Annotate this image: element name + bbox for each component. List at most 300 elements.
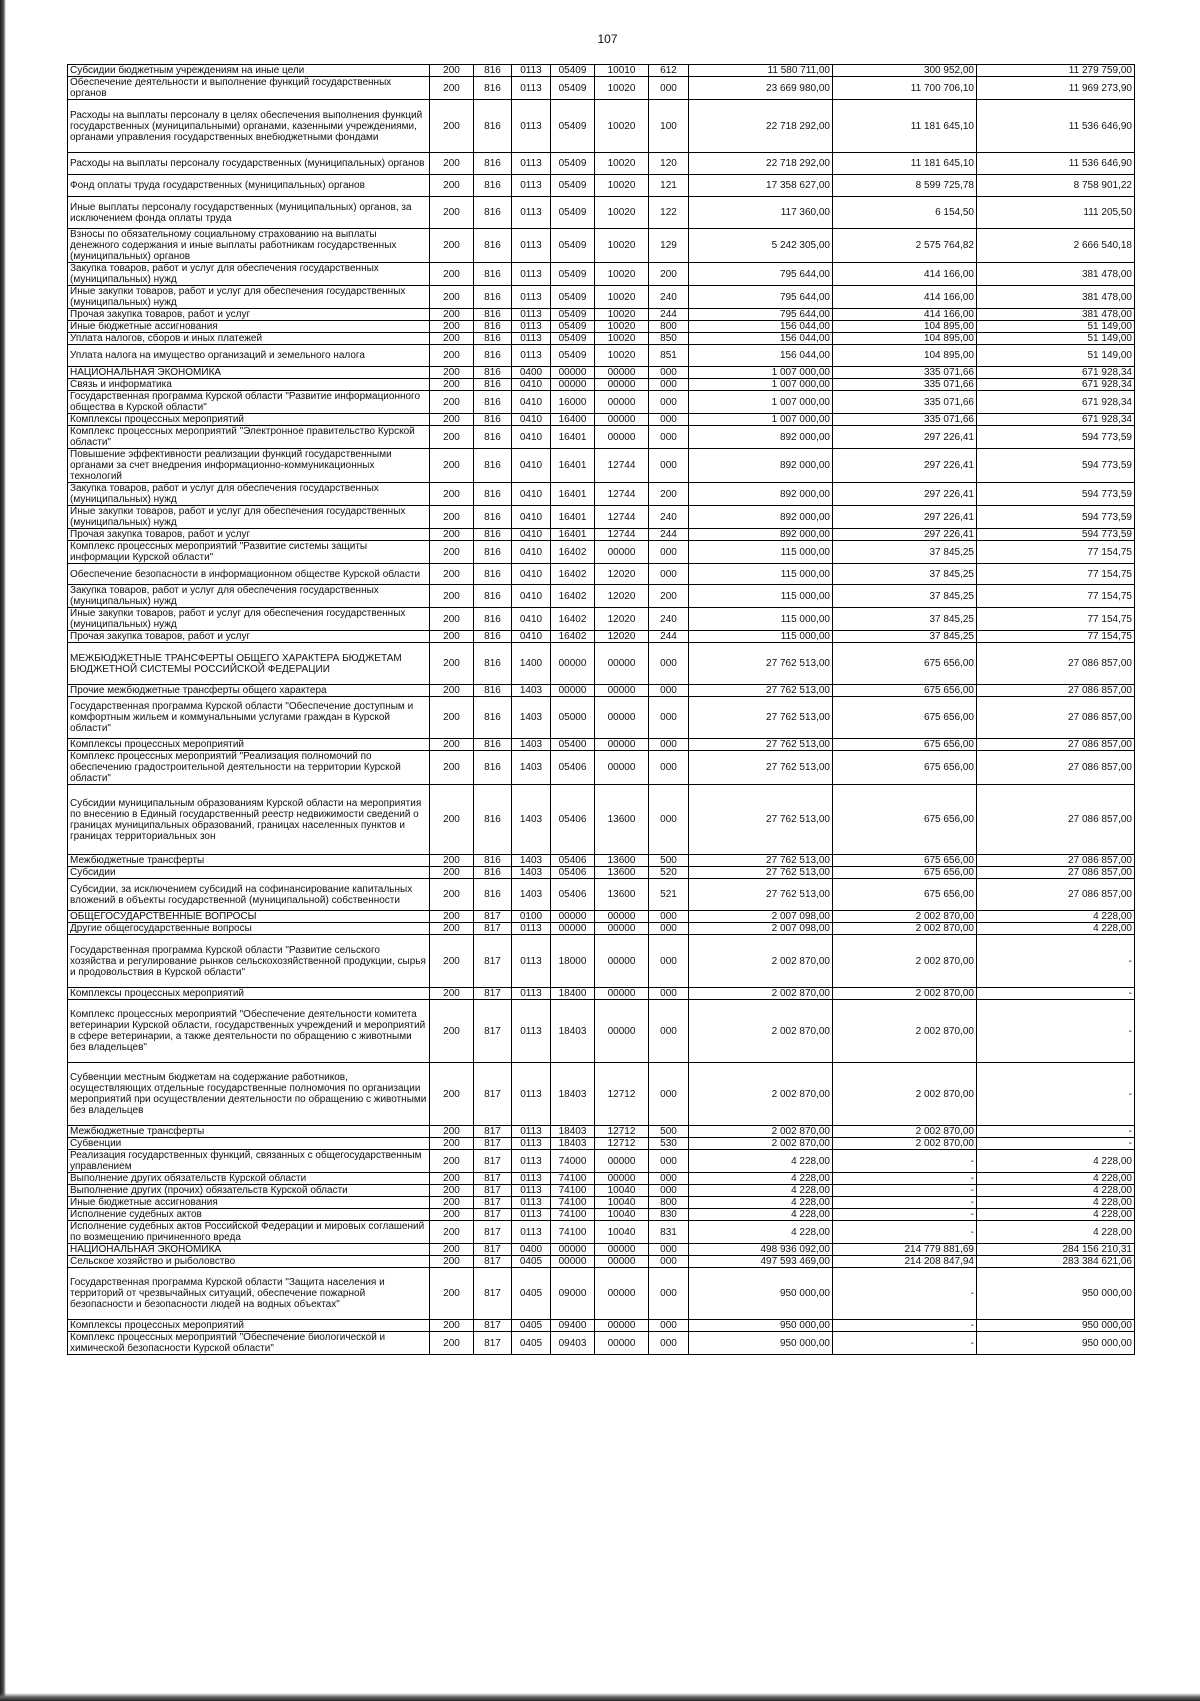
row-grbs-code: 200 — [430, 345, 474, 367]
row-section-code: 0113 — [512, 1197, 551, 1209]
row-name: Комплексы процессных мероприятий — [68, 1320, 430, 1332]
row-unexecuted-amount: 4 228,00 — [977, 1221, 1135, 1244]
table-row — [68, 1197, 1135, 1209]
row-program-code: 00000 — [551, 1244, 595, 1256]
table-row — [68, 506, 1135, 529]
row-ministry-code: 816 — [474, 585, 512, 608]
row-direction-code: 12744 — [595, 483, 649, 506]
row-grbs-code: 200 — [430, 1209, 474, 1221]
row-executed-amount: 297 226,41 — [833, 483, 977, 506]
row-expense-type-code: 000 — [649, 988, 689, 1000]
row-section-code: 0113 — [512, 1150, 551, 1173]
row-name: Иные бюджетные ассигнования — [68, 1197, 430, 1209]
row-program-code: 05409 — [551, 153, 595, 175]
row-approved-amount: 795 644,00 — [689, 263, 833, 286]
row-approved-amount: 22 718 292,00 — [689, 100, 833, 153]
row-ministry-code: 817 — [474, 1268, 512, 1320]
row-name: Уплата налогов, сборов и иных платежей — [68, 333, 430, 345]
row-program-code: 00000 — [551, 1256, 595, 1268]
row-name: Закупка товаров, работ и услуг для обеспечения государственных (муниципальных) нужд — [68, 263, 430, 286]
row-program-code: 00000 — [551, 367, 595, 379]
row-unexecuted-amount: 27 086 857,00 — [977, 739, 1135, 751]
row-approved-amount: 27 762 513,00 — [689, 867, 833, 879]
row-direction-code: 10020 — [595, 321, 649, 333]
row-name: Прочая закупка товаров, работ и услуг — [68, 631, 430, 643]
table-row — [68, 414, 1135, 426]
row-unexecuted-amount: 950 000,00 — [977, 1268, 1135, 1320]
row-approved-amount: 950 000,00 — [689, 1320, 833, 1332]
row-executed-amount: 6 154,50 — [833, 197, 977, 229]
row-section-code: 0113 — [512, 923, 551, 935]
row-ministry-code: 816 — [474, 333, 512, 345]
row-executed-amount: - — [833, 1268, 977, 1320]
row-section-code: 0113 — [512, 1138, 551, 1150]
row-name: Иные бюджетные ассигнования — [68, 321, 430, 333]
row-approved-amount: 2 002 870,00 — [689, 1126, 833, 1138]
table-row — [68, 585, 1135, 608]
row-grbs-code: 200 — [430, 153, 474, 175]
row-direction-code: 00000 — [595, 367, 649, 379]
row-unexecuted-amount: 77 154,75 — [977, 608, 1135, 631]
row-approved-amount: 950 000,00 — [689, 1332, 833, 1355]
row-section-code: 0113 — [512, 286, 551, 309]
row-expense-type-code: 000 — [649, 751, 689, 785]
row-name: Комплекс процессных мероприятий "Обеспечение деятельности комитета ветеринарии Курской области, государственных учреждений и мероприятий в сфере ветеринарии, а также деятельности по обращению с животными без владельцев" — [68, 1000, 430, 1063]
row-name: Комплексы процессных мероприятий — [68, 414, 430, 426]
row-expense-type-code: 830 — [649, 1209, 689, 1221]
row-direction-code: 00000 — [595, 739, 649, 751]
row-unexecuted-amount: 283 384 621,06 — [977, 1256, 1135, 1268]
row-approved-amount: 2 002 870,00 — [689, 935, 833, 988]
row-approved-amount: 892 000,00 — [689, 449, 833, 483]
row-name: Обеспечение безопасности в информационном обществе Курской области — [68, 564, 430, 585]
row-expense-type-code: 000 — [649, 414, 689, 426]
row-executed-amount: 2 002 870,00 — [833, 923, 977, 935]
table-row — [68, 529, 1135, 541]
row-grbs-code: 200 — [430, 263, 474, 286]
row-approved-amount: 17 358 627,00 — [689, 175, 833, 197]
row-section-code: 0113 — [512, 1000, 551, 1063]
row-expense-type-code: 530 — [649, 1138, 689, 1150]
row-name: Субвенции — [68, 1138, 430, 1150]
page-number: 107 — [597, 32, 618, 46]
row-expense-type-code: 244 — [649, 631, 689, 643]
row-executed-amount: 675 656,00 — [833, 643, 977, 685]
table-row — [68, 1063, 1135, 1126]
row-approved-amount: 795 644,00 — [689, 309, 833, 321]
row-program-code: 16402 — [551, 631, 595, 643]
row-name: Прочая закупка товаров, работ и услуг — [68, 309, 430, 321]
row-executed-amount: 335 071,66 — [833, 379, 977, 391]
row-program-code: 74100 — [551, 1197, 595, 1209]
row-approved-amount: 27 762 513,00 — [689, 643, 833, 685]
row-grbs-code: 200 — [430, 77, 474, 100]
row-program-code: 00000 — [551, 379, 595, 391]
row-executed-amount: 2 002 870,00 — [833, 988, 977, 1000]
row-unexecuted-amount: - — [977, 1063, 1135, 1126]
row-expense-type-code: 850 — [649, 333, 689, 345]
row-section-code: 0405 — [512, 1332, 551, 1355]
table-row — [68, 1000, 1135, 1063]
row-name: Исполнение судебных актов — [68, 1209, 430, 1221]
table-row — [68, 1332, 1135, 1355]
row-grbs-code: 200 — [430, 1126, 474, 1138]
row-grbs-code: 200 — [430, 1244, 474, 1256]
row-program-code: 09403 — [551, 1332, 595, 1355]
row-ministry-code: 816 — [474, 175, 512, 197]
row-direction-code: 00000 — [595, 414, 649, 426]
row-unexecuted-amount: - — [977, 1138, 1135, 1150]
row-program-code: 05409 — [551, 65, 595, 77]
row-executed-amount: 104 895,00 — [833, 321, 977, 333]
row-executed-amount: 37 845,25 — [833, 564, 977, 585]
row-section-code: 0113 — [512, 935, 551, 988]
row-name: Субвенции местным бюджетам на содержание работников, осуществляющих отдельные государственные полномочия по организации мероприятий при осуществлении деятельности по обращению с животными без владельцев — [68, 1063, 430, 1126]
row-program-code: 18403 — [551, 1063, 595, 1126]
row-expense-type-code: 200 — [649, 483, 689, 506]
table-row — [68, 643, 1135, 685]
row-unexecuted-amount: 594 773,59 — [977, 483, 1135, 506]
row-executed-amount: - — [833, 1197, 977, 1209]
row-expense-type-code: 200 — [649, 263, 689, 286]
row-approved-amount: 11 580 711,00 — [689, 65, 833, 77]
table-row — [68, 911, 1135, 923]
row-program-code: 09000 — [551, 1268, 595, 1320]
row-ministry-code: 817 — [474, 1256, 512, 1268]
row-section-code: 0410 — [512, 426, 551, 449]
row-approved-amount: 27 762 513,00 — [689, 697, 833, 739]
row-ministry-code: 816 — [474, 751, 512, 785]
row-grbs-code: 200 — [430, 988, 474, 1000]
row-program-code: 05409 — [551, 333, 595, 345]
row-expense-type-code: 121 — [649, 175, 689, 197]
row-name: МЕЖБЮДЖЕТНЫЕ ТРАНСФЕРТЫ ОБЩЕГО ХАРАКТЕРА БЮДЖЕТАМ БЮДЖЕТНОЙ СИСТЕМЫ РОССИЙСКОЙ ФЕДЕРАЦИИ — [68, 643, 430, 685]
row-section-code: 0113 — [512, 1063, 551, 1126]
row-approved-amount: 115 000,00 — [689, 564, 833, 585]
row-program-code: 05409 — [551, 77, 595, 100]
row-expense-type-code: 000 — [649, 685, 689, 697]
row-expense-type-code: 240 — [649, 286, 689, 309]
row-approved-amount: 27 762 513,00 — [689, 879, 833, 911]
row-grbs-code: 200 — [430, 697, 474, 739]
row-grbs-code: 200 — [430, 1185, 474, 1197]
table-row — [68, 65, 1135, 77]
row-expense-type-code: 200 — [649, 585, 689, 608]
row-direction-code: 10040 — [595, 1185, 649, 1197]
row-ministry-code: 816 — [474, 426, 512, 449]
row-section-code: 0400 — [512, 367, 551, 379]
row-approved-amount: 4 228,00 — [689, 1185, 833, 1197]
row-direction-code: 00000 — [595, 911, 649, 923]
row-direction-code: 00000 — [595, 1244, 649, 1256]
row-approved-amount: 2 007 098,00 — [689, 911, 833, 923]
row-section-code: 1403 — [512, 785, 551, 855]
table-row — [68, 867, 1135, 879]
row-name: Выполнение других (прочих) обязательств Курской области — [68, 1185, 430, 1197]
row-program-code: 05409 — [551, 175, 595, 197]
row-grbs-code: 200 — [430, 1150, 474, 1173]
row-unexecuted-amount: 284 156 210,31 — [977, 1244, 1135, 1256]
row-section-code: 0113 — [512, 988, 551, 1000]
row-executed-amount: 2 002 870,00 — [833, 1138, 977, 1150]
row-ministry-code: 817 — [474, 1320, 512, 1332]
row-expense-type-code: 244 — [649, 529, 689, 541]
row-program-code: 16402 — [551, 608, 595, 631]
row-program-code: 05406 — [551, 867, 595, 879]
row-grbs-code: 200 — [430, 685, 474, 697]
row-executed-amount: 104 895,00 — [833, 345, 977, 367]
row-unexecuted-amount: 594 773,59 — [977, 426, 1135, 449]
row-section-code: 0113 — [512, 175, 551, 197]
row-grbs-code: 200 — [430, 541, 474, 564]
row-section-code: 0113 — [512, 1126, 551, 1138]
row-program-code: 18403 — [551, 1126, 595, 1138]
row-approved-amount: 1 007 000,00 — [689, 367, 833, 379]
row-expense-type-code: 000 — [649, 911, 689, 923]
row-direction-code: 00000 — [595, 1268, 649, 1320]
row-grbs-code: 200 — [430, 449, 474, 483]
row-approved-amount: 2 002 870,00 — [689, 1138, 833, 1150]
table-row — [68, 391, 1135, 414]
row-section-code: 0410 — [512, 529, 551, 541]
row-name: Связь и информатика — [68, 379, 430, 391]
row-grbs-code: 200 — [430, 65, 474, 77]
row-grbs-code: 200 — [430, 631, 474, 643]
row-section-code: 0405 — [512, 1320, 551, 1332]
row-direction-code: 00000 — [595, 541, 649, 564]
table-row — [68, 309, 1135, 321]
row-section-code: 1403 — [512, 697, 551, 739]
row-direction-code: 00000 — [595, 391, 649, 414]
row-executed-amount: - — [833, 1150, 977, 1173]
row-section-code: 0113 — [512, 309, 551, 321]
row-unexecuted-amount: 27 086 857,00 — [977, 643, 1135, 685]
row-section-code: 1403 — [512, 879, 551, 911]
row-ministry-code: 816 — [474, 529, 512, 541]
row-ministry-code: 816 — [474, 77, 512, 100]
row-unexecuted-amount: - — [977, 1000, 1135, 1063]
row-direction-code: 10010 — [595, 65, 649, 77]
row-grbs-code: 200 — [430, 923, 474, 935]
row-approved-amount: 115 000,00 — [689, 585, 833, 608]
row-unexecuted-amount: 594 773,59 — [977, 506, 1135, 529]
table-row — [68, 855, 1135, 867]
row-grbs-code: 200 — [430, 1173, 474, 1185]
row-executed-amount: 2 002 870,00 — [833, 935, 977, 988]
row-grbs-code: 200 — [430, 1268, 474, 1320]
budget-table-body — [68, 65, 1135, 1355]
row-executed-amount: 675 656,00 — [833, 785, 977, 855]
row-ministry-code: 816 — [474, 697, 512, 739]
row-approved-amount: 4 228,00 — [689, 1209, 833, 1221]
row-program-code: 16401 — [551, 529, 595, 541]
row-expense-type-code: 000 — [649, 449, 689, 483]
row-expense-type-code: 240 — [649, 506, 689, 529]
row-expense-type-code: 120 — [649, 153, 689, 175]
row-program-code: 05409 — [551, 345, 595, 367]
row-expense-type-code: 100 — [649, 100, 689, 153]
row-unexecuted-amount: - — [977, 1126, 1135, 1138]
table-row — [68, 1138, 1135, 1150]
row-ministry-code: 816 — [474, 321, 512, 333]
row-expense-type-code: 000 — [649, 643, 689, 685]
row-section-code: 0410 — [512, 541, 551, 564]
row-unexecuted-amount: 77 154,75 — [977, 631, 1135, 643]
row-executed-amount: - — [833, 1332, 977, 1355]
table-row — [68, 1173, 1135, 1185]
row-executed-amount: 335 071,66 — [833, 367, 977, 379]
row-name: Межбюджетные трансферты — [68, 1126, 430, 1138]
row-approved-amount: 27 762 513,00 — [689, 739, 833, 751]
row-program-code: 05409 — [551, 197, 595, 229]
row-unexecuted-amount: 4 228,00 — [977, 911, 1135, 923]
row-grbs-code: 200 — [430, 1000, 474, 1063]
row-unexecuted-amount: 4 228,00 — [977, 923, 1135, 935]
row-section-code: 0113 — [512, 321, 551, 333]
row-ministry-code: 816 — [474, 867, 512, 879]
row-grbs-code: 200 — [430, 585, 474, 608]
row-section-code: 0410 — [512, 379, 551, 391]
row-ministry-code: 817 — [474, 923, 512, 935]
row-section-code: 0410 — [512, 449, 551, 483]
row-direction-code: 10040 — [595, 1221, 649, 1244]
row-ministry-code: 817 — [474, 1150, 512, 1173]
row-expense-type-code: 000 — [649, 697, 689, 739]
row-executed-amount: 11 700 706,10 — [833, 77, 977, 100]
row-name: Реализация государственных функций, связанных с общегосударственным управлением — [68, 1150, 430, 1173]
row-ministry-code: 817 — [474, 988, 512, 1000]
row-direction-code: 00000 — [595, 426, 649, 449]
row-direction-code: 00000 — [595, 643, 649, 685]
row-executed-amount: 335 071,66 — [833, 414, 977, 426]
row-program-code: 00000 — [551, 923, 595, 935]
row-section-code: 0410 — [512, 631, 551, 643]
table-row — [68, 483, 1135, 506]
row-name: Государственная программа Курской области "Обеспечение доступным и комфортным жильем и коммунальными услугами граждан в Курской области" — [68, 697, 430, 739]
row-name: Комплекс процессных мероприятий "Реализация полномочий по обеспечению градостроительной деятельности на территории Курской области" — [68, 751, 430, 785]
row-expense-type-code: 000 — [649, 367, 689, 379]
row-approved-amount: 795 644,00 — [689, 286, 833, 309]
row-approved-amount: 27 762 513,00 — [689, 685, 833, 697]
row-direction-code: 12744 — [595, 506, 649, 529]
table-row — [68, 631, 1135, 643]
row-direction-code: 00000 — [595, 1332, 649, 1355]
row-unexecuted-amount: 4 228,00 — [977, 1150, 1135, 1173]
row-name: Субсидии — [68, 867, 430, 879]
row-section-code: 1403 — [512, 751, 551, 785]
row-unexecuted-amount: 671 928,34 — [977, 367, 1135, 379]
row-direction-code: 00000 — [595, 1150, 649, 1173]
row-unexecuted-amount: 950 000,00 — [977, 1332, 1135, 1355]
row-grbs-code: 200 — [430, 751, 474, 785]
row-ministry-code: 816 — [474, 785, 512, 855]
row-name: Другие общегосударственные вопросы — [68, 923, 430, 935]
row-ministry-code: 816 — [474, 197, 512, 229]
row-approved-amount: 892 000,00 — [689, 506, 833, 529]
table-row — [68, 935, 1135, 988]
row-grbs-code: 200 — [430, 286, 474, 309]
row-program-code: 05409 — [551, 309, 595, 321]
row-section-code: 0113 — [512, 333, 551, 345]
row-direction-code: 10020 — [595, 77, 649, 100]
row-section-code: 0405 — [512, 1256, 551, 1268]
row-ministry-code: 817 — [474, 1332, 512, 1355]
row-ministry-code: 816 — [474, 309, 512, 321]
row-section-code: 0405 — [512, 1268, 551, 1320]
row-program-code: 16000 — [551, 391, 595, 414]
row-section-code: 1403 — [512, 739, 551, 751]
row-expense-type-code: 000 — [649, 1244, 689, 1256]
row-section-code: 0410 — [512, 391, 551, 414]
row-section-code: 0113 — [512, 1221, 551, 1244]
row-approved-amount: 498 936 092,00 — [689, 1244, 833, 1256]
row-unexecuted-amount: 77 154,75 — [977, 541, 1135, 564]
row-direction-code: 10020 — [595, 309, 649, 321]
table-row — [68, 197, 1135, 229]
row-unexecuted-amount: 77 154,75 — [977, 564, 1135, 585]
row-direction-code: 00000 — [595, 751, 649, 785]
row-direction-code: 00000 — [595, 923, 649, 935]
row-program-code: 05406 — [551, 855, 595, 867]
row-name: НАЦИОНАЛЬНАЯ ЭКОНОМИКА — [68, 367, 430, 379]
row-expense-type-code: 000 — [649, 379, 689, 391]
row-section-code: 0113 — [512, 65, 551, 77]
row-grbs-code: 200 — [430, 229, 474, 263]
row-approved-amount: 27 762 513,00 — [689, 751, 833, 785]
row-executed-amount: 675 656,00 — [833, 855, 977, 867]
row-executed-amount: 297 226,41 — [833, 529, 977, 541]
row-name: Комплекс процессных мероприятий "Обеспечение биологической и химической безопасности Курской области" — [68, 1332, 430, 1355]
row-direction-code: 12744 — [595, 449, 649, 483]
row-executed-amount: 297 226,41 — [833, 449, 977, 483]
row-expense-type-code: 500 — [649, 1126, 689, 1138]
row-expense-type-code: 000 — [649, 564, 689, 585]
row-grbs-code: 200 — [430, 867, 474, 879]
row-grbs-code: 200 — [430, 367, 474, 379]
row-unexecuted-amount: 77 154,75 — [977, 585, 1135, 608]
row-grbs-code: 200 — [430, 879, 474, 911]
row-approved-amount: 22 718 292,00 — [689, 153, 833, 175]
row-ministry-code: 817 — [474, 1221, 512, 1244]
row-unexecuted-amount: 671 928,34 — [977, 414, 1135, 426]
table-row — [68, 608, 1135, 631]
row-approved-amount: 156 044,00 — [689, 333, 833, 345]
row-name: Комплексы процессных мероприятий — [68, 988, 430, 1000]
table-row — [68, 449, 1135, 483]
table-row — [68, 1320, 1135, 1332]
row-section-code: 0410 — [512, 483, 551, 506]
row-ministry-code: 816 — [474, 286, 512, 309]
row-grbs-code: 200 — [430, 321, 474, 333]
row-approved-amount: 27 762 513,00 — [689, 785, 833, 855]
row-expense-type-code: 000 — [649, 1150, 689, 1173]
row-approved-amount: 4 228,00 — [689, 1173, 833, 1185]
row-program-code: 05400 — [551, 739, 595, 751]
row-name: Иные выплаты персоналу государственных (муниципальных) органов, за исключением фонда оплаты труда — [68, 197, 430, 229]
row-grbs-code: 200 — [430, 855, 474, 867]
row-grbs-code: 200 — [430, 1320, 474, 1332]
row-direction-code: 12020 — [595, 585, 649, 608]
row-direction-code: 10020 — [595, 153, 649, 175]
row-section-code: 0410 — [512, 414, 551, 426]
row-name: Иные закупки товаров, работ и услуг для обеспечения государственных (муниципальных) нужд — [68, 286, 430, 309]
row-unexecuted-amount: 27 086 857,00 — [977, 697, 1135, 739]
row-direction-code: 13600 — [595, 867, 649, 879]
row-expense-type-code: 000 — [649, 1268, 689, 1320]
row-name: Исполнение судебных актов Российской Федерации и мировых соглашений по возмещению причиненного вреда — [68, 1221, 430, 1244]
row-executed-amount: 300 952,00 — [833, 65, 977, 77]
row-grbs-code: 200 — [430, 333, 474, 345]
